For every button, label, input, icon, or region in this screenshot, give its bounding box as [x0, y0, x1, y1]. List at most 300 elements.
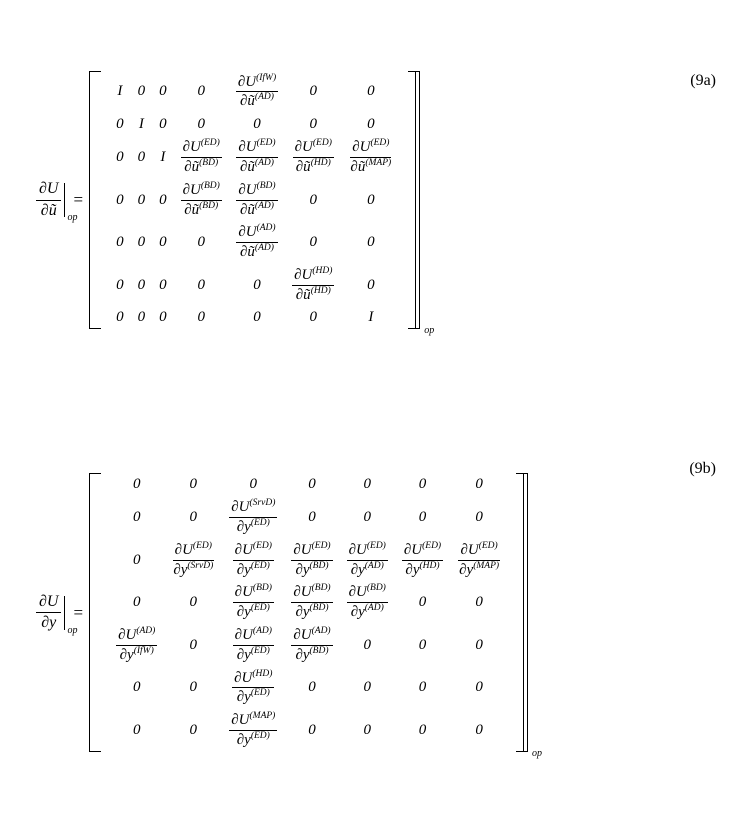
matrix-cell [284, 667, 339, 710]
matrix-cell [284, 581, 339, 624]
matrix-cell [152, 264, 174, 307]
matrix-cell [109, 667, 164, 710]
fraction-denominator: $\partial y^{(AD)}$ [350, 603, 384, 621]
matrix-cell-symbol: 0 [309, 116, 318, 133]
matrix-cell [340, 539, 395, 582]
matrix-bracket-left [89, 71, 101, 330]
numerator-superscript: (BD) [256, 180, 276, 191]
matrix-cell-symbol: 0 [308, 509, 316, 526]
denominator-superscript: (HD) [419, 560, 440, 571]
matrix-cell [131, 136, 153, 179]
matrix-cell [152, 136, 174, 179]
matrix-cell-symbol: 0 [159, 191, 167, 208]
equation-9a [0, 0, 732, 400]
evaluation-bar [64, 183, 78, 223]
matrix-cell [285, 113, 341, 136]
matrix-cell-symbol: 0 [197, 116, 205, 133]
fraction-numerator: $\partial U^{(ED)}$ [181, 139, 222, 158]
matrix-cell-symbol: I [117, 83, 123, 100]
matrix-cell-symbol: 0 [253, 309, 261, 326]
equation-number: (9b) [689, 460, 716, 477]
matrix-row [109, 709, 508, 752]
numerator-superscript: (ED) [312, 138, 332, 149]
fraction-denominator: $\partial y^{(BD)}$ [295, 645, 329, 663]
matrix-cell [450, 539, 508, 582]
fraction-numerator: $\partial U^{(SrvD)}$ [229, 499, 277, 518]
matrix-row [109, 667, 508, 710]
matrix-cell [222, 709, 284, 752]
denominator-superscript: (HD) [310, 285, 331, 296]
denominator-superscript: (AD) [254, 92, 274, 103]
matrix-cell-symbol: 0 [116, 309, 124, 326]
numerator-superscript: (AD) [252, 626, 272, 636]
numerator-superscript: (MAP) [249, 711, 276, 722]
lhs-numerator: ∂U [36, 180, 61, 200]
matrix-row [109, 136, 400, 179]
matrix-cell-symbol: 0 [363, 636, 371, 653]
matrix-cell-symbol: 0 [159, 309, 167, 326]
matrix-cell [229, 221, 285, 264]
matrix-row [109, 473, 508, 496]
numerator-superscript: (HD) [252, 668, 273, 679]
matrix [89, 71, 435, 337]
matrix-cell-symbol: 0 [137, 148, 146, 165]
matrix-cell [174, 179, 229, 222]
matrix-cell-fraction [347, 584, 388, 621]
numerator-superscript: (BD) [252, 583, 272, 594]
matrix-cell-symbol: 0 [367, 116, 375, 133]
denominator-superscript: (AD) [254, 200, 274, 211]
matrix-cell [340, 709, 395, 752]
fraction-denominator: $\partial ũ^{(AD)}$ [240, 92, 274, 110]
matrix-cell-symbol: 0 [475, 476, 483, 493]
matrix-cell-symbol: 0 [309, 83, 318, 100]
numerator-superscript: (AD) [256, 223, 276, 234]
matrix-subscript: op [424, 325, 435, 337]
matrix-cell [164, 581, 222, 624]
lhs-denominator: ∂y [41, 614, 57, 631]
matrix-cell-symbol: 0 [363, 721, 371, 738]
matrix-cell [450, 667, 508, 710]
matrix-cell-symbol: 0 [475, 679, 483, 696]
equation-number: (9a) [690, 72, 716, 89]
matrix-cell [174, 136, 229, 179]
matrix-cell [285, 221, 341, 264]
matrix-cell [174, 113, 229, 136]
matrix-row [109, 539, 508, 582]
denominator-superscript: (BD) [199, 157, 219, 168]
matrix-cell [222, 496, 284, 539]
matrix-cell [341, 113, 400, 136]
evaluation-subscript: op [67, 624, 78, 636]
fraction-numerator: $\partial U^{(BD)}$ [347, 584, 388, 603]
matrix-cell [152, 179, 174, 222]
matrix-cell-symbol: 0 [418, 476, 427, 493]
matrix-cell [284, 473, 339, 496]
fraction-denominator: $\partial y^{(MAP)}$ [459, 560, 500, 578]
matrix-cell [222, 539, 284, 582]
fraction-numerator: $\partial U^{(ED)}$ [350, 139, 391, 158]
matrix-cell-symbol: 0 [132, 509, 141, 526]
matrix-cell [109, 709, 164, 752]
fraction-denominator: $\partial y^{(ED)}$ [236, 730, 270, 748]
matrix-cell-symbol: 0 [367, 276, 375, 293]
fraction-numerator: $\partial U^{(MAP)}$ [229, 712, 277, 731]
matrix-cell-fraction [229, 712, 277, 749]
fraction-numerator: $\partial U^{(IfW)}$ [236, 74, 278, 93]
fraction-denominator: $\partial y^{(AD)}$ [350, 560, 384, 578]
lhs-denominator: ∂ũ [40, 201, 57, 219]
matrix-cell [341, 136, 400, 179]
matrix-table [109, 71, 400, 330]
matrix-bracket-left [89, 473, 101, 752]
matrix-cell-symbol: 0 [197, 309, 205, 326]
matrix-cell [174, 306, 229, 329]
fraction-denominator: $\partial y^{(ED)}$ [236, 645, 270, 663]
matrix-cell-symbol: 0 [132, 551, 141, 568]
matrix-cell [229, 136, 285, 179]
matrix-cell-fraction [347, 542, 388, 579]
denominator-superscript: (ED) [250, 518, 270, 529]
fraction-numerator: $\partial U^{(HD)}$ [232, 670, 274, 689]
matrix-cell-symbol: 0 [475, 721, 483, 738]
matrix-row [109, 264, 400, 307]
numerator-superscript: (AD) [136, 626, 156, 636]
denominator-superscript: (ED) [250, 560, 270, 571]
matrix-row [109, 221, 400, 264]
fraction-numerator: $\partial U^{(HD)}$ [292, 267, 334, 286]
matrix-cell [109, 306, 131, 329]
matrix-cell-fraction [233, 584, 274, 621]
matrix-cell-symbol: 0 [116, 234, 124, 251]
matrix-cell [340, 581, 395, 624]
matrix-cell [340, 496, 395, 539]
lhs-fraction [36, 180, 61, 220]
fraction-denominator: $\partial y^{(BD)}$ [295, 560, 329, 578]
fraction-denominator: $\partial ũ^{(MAP)}$ [350, 157, 392, 175]
fraction-numerator: $\partial U^{(BD)}$ [181, 182, 222, 201]
fraction-denominator: $\partial y^{(ED)}$ [236, 688, 270, 706]
matrix-cell [152, 113, 174, 136]
matrix-cell [222, 624, 284, 667]
matrix-cell [229, 71, 285, 114]
fraction-numerator: $\partial U^{(ED)}$ [458, 542, 499, 561]
matrix-cell [131, 113, 153, 136]
matrix-cell [340, 624, 395, 667]
fraction-denominator: $\partial y^{(ED)}$ [236, 560, 270, 578]
matrix-cell-symbol: 0 [189, 476, 198, 493]
numerator-superscript: (ED) [478, 540, 498, 551]
matrix-cell-symbol: 0 [309, 234, 318, 251]
numerator-superscript: (ED) [311, 540, 331, 551]
matrix [89, 473, 543, 759]
matrix-cell [164, 539, 222, 582]
matrix-cell-fraction [457, 542, 501, 579]
matrix-cell-symbol: 0 [475, 594, 483, 611]
fraction-numerator: $\partial U^{(ED)}$ [402, 542, 443, 561]
denominator-superscript: (MAP) [473, 560, 500, 571]
fraction-numerator: $\partial U^{(ED)}$ [293, 139, 334, 158]
matrix-cell [222, 581, 284, 624]
numerator-superscript: (ED) [422, 540, 442, 551]
matrix-cell-symbol: 0 [189, 509, 198, 526]
matrix-cell-symbol: 0 [309, 309, 318, 326]
numerator-superscript: (BD) [311, 583, 331, 594]
matrix-cell-symbol: 0 [367, 191, 375, 208]
matrix-cell-fraction [233, 542, 274, 579]
matrix-cell [285, 71, 341, 114]
matrix-cell-symbol: 0 [189, 594, 198, 611]
matrix-cell-symbol: 0 [137, 234, 146, 251]
matrix-cell-symbol: I [160, 148, 166, 165]
matrix-cell-symbol: 0 [137, 83, 146, 100]
matrix-row [109, 581, 508, 624]
matrix-cell [395, 709, 450, 752]
fraction-denominator: $\partial y^{(ED)}$ [236, 603, 270, 621]
numerator-superscript: (ED) [200, 138, 220, 149]
matrix-cell-symbol: 0 [308, 721, 316, 738]
matrix-cell-symbol: 0 [137, 191, 146, 208]
matrix-cell [284, 496, 339, 539]
numerator-superscript: (ED) [192, 540, 212, 551]
matrix-cell-fraction [181, 182, 222, 219]
matrix-cell [109, 473, 164, 496]
numerator-superscript: (HD) [312, 265, 333, 276]
matrix-cell [341, 71, 400, 114]
matrix-cell-symbol: 0 [253, 276, 261, 293]
matrix-cell-symbol: 0 [189, 721, 198, 738]
matrix-cell [109, 136, 131, 179]
matrix-cell-symbol: 0 [132, 594, 141, 611]
matrix-cell-symbol: 0 [132, 721, 141, 738]
matrix-bracket-right [408, 71, 420, 330]
denominator-superscript: (SrvD) [187, 560, 214, 571]
matrix-cell-fraction [348, 139, 393, 176]
matrix-cell-symbol: 0 [475, 509, 483, 526]
matrix-cell-symbol: 0 [249, 476, 258, 493]
equals-sign: = [73, 602, 84, 622]
matrix-cell-symbol: 0 [132, 679, 141, 696]
evaluation-bar [64, 596, 78, 636]
matrix-row [109, 306, 400, 329]
matrix-cell-symbol: 0 [159, 234, 167, 251]
matrix-cell-symbol: 0 [418, 679, 427, 696]
fraction-denominator: $\partial ũ^{(AD)}$ [239, 243, 274, 261]
matrix-cell [284, 709, 339, 752]
matrix-cell-symbol: 0 [132, 476, 141, 493]
matrix-row [109, 624, 508, 667]
matrix-cell [164, 496, 222, 539]
fraction-denominator: $\partial ũ^{(HD)}$ [295, 285, 331, 303]
matrix-cell-symbol: 0 [197, 234, 205, 251]
matrix-cell-symbol: 0 [308, 679, 316, 696]
matrix-cell [109, 221, 131, 264]
matrix-cell-fraction [181, 139, 222, 176]
matrix-cell [229, 264, 285, 307]
matrix-cell [109, 581, 164, 624]
matrix-cell-symbol: 0 [418, 636, 427, 653]
matrix-cell [395, 539, 450, 582]
matrix-cell-symbol: 0 [253, 116, 261, 133]
matrix-cell [109, 264, 131, 307]
matrix-cell-symbol: 0 [189, 679, 198, 696]
matrix-cell [285, 136, 341, 179]
matrix-cell [164, 624, 222, 667]
matrix-cell-fraction [236, 182, 277, 219]
matrix-cell-symbol: 0 [116, 148, 124, 165]
fraction-numerator: $\partial U^{(ED)}$ [236, 139, 277, 158]
fraction-denominator: $\partial y^{(SrvD)}$ [173, 560, 214, 578]
matrix-cell [109, 113, 131, 136]
numerator-superscript: (ED) [252, 540, 272, 551]
matrix-cell-symbol: 0 [363, 509, 371, 526]
fraction-numerator: $\partial U^{(BD)}$ [291, 584, 332, 603]
denominator-superscript: (BD) [309, 603, 329, 614]
matrix-cell [284, 539, 339, 582]
matrix-cell [450, 624, 508, 667]
matrix-cell [285, 264, 341, 307]
matrix-cell [131, 306, 153, 329]
matrix-cell-symbol: 0 [116, 116, 124, 133]
denominator-superscript: (BD) [199, 200, 219, 211]
matrix-cell [131, 264, 153, 307]
matrix-cell [341, 306, 400, 329]
denominator-superscript: (MAP) [365, 157, 392, 168]
matrix-cell [131, 179, 153, 222]
matrix-cell [450, 709, 508, 752]
matrix-row [109, 496, 508, 539]
fraction-denominator: $\partial ũ^{(AD)}$ [239, 200, 274, 218]
matrix-cell-fraction [291, 627, 332, 664]
fraction-numerator: $\partial U^{(ED)}$ [173, 542, 214, 561]
matrix-cell-symbol: 0 [197, 83, 205, 100]
denominator-superscript: (HD) [310, 157, 331, 168]
matrix-cell-symbol: 0 [418, 721, 427, 738]
matrix-cell [229, 113, 285, 136]
matrix-cell-fraction [116, 627, 157, 664]
lhs-numerator: ∂U [36, 593, 61, 613]
matrix-cell [285, 306, 341, 329]
denominator-superscript: (AD) [254, 243, 274, 254]
matrix-cell [109, 496, 164, 539]
denominator-superscript: (AD) [364, 603, 384, 614]
matrix-cell [284, 624, 339, 667]
fraction-denominator: $\partial ũ^{(BD)}$ [184, 157, 219, 175]
matrix-cell [164, 709, 222, 752]
numerator-superscript: (ED) [366, 540, 386, 551]
matrix-cell-symbol: 0 [159, 83, 167, 100]
matrix-cell-fraction [293, 139, 334, 176]
matrix-cell-symbol: 0 [363, 679, 371, 696]
numerator-superscript: (IfW) [256, 72, 277, 83]
matrix-cell-symbol: I [138, 116, 144, 133]
denominator-superscript: (BD) [309, 560, 329, 571]
matrix-cell [164, 667, 222, 710]
matrix-cell [450, 473, 508, 496]
matrix-cell-fraction [402, 542, 443, 579]
denominator-superscript: (BD) [309, 645, 329, 656]
matrix-table [109, 473, 508, 752]
matrix-cell [229, 306, 285, 329]
matrix-cell [450, 581, 508, 624]
matrix-cell [395, 473, 450, 496]
matrix-cell [131, 71, 153, 114]
matrix-cell [340, 667, 395, 710]
matrix-cell [340, 473, 395, 496]
matrix-cell-fraction [229, 499, 277, 536]
matrix-cell [109, 71, 131, 114]
denominator-superscript: (IfW) [133, 645, 154, 656]
matrix-cell [395, 624, 450, 667]
matrix-row [109, 71, 400, 114]
denominator-superscript: (ED) [250, 730, 270, 741]
matrix-cell [174, 71, 229, 114]
matrix-cell-symbol: 0 [367, 234, 375, 251]
matrix-cell [152, 71, 174, 114]
matrix-cell-symbol: 0 [159, 116, 167, 133]
fraction-denominator: $\partial ũ^{(AD)}$ [239, 157, 274, 175]
matrix-cell-fraction [233, 627, 274, 664]
matrix-cell [222, 473, 284, 496]
fraction-denominator: $\partial y^{(ED)}$ [236, 518, 270, 536]
denominator-superscript: (AD) [364, 560, 384, 571]
matrix-cell-symbol: 0 [189, 636, 198, 653]
fraction-numerator: $\partial U^{(AD)}$ [116, 627, 157, 646]
matrix-cell-symbol: 0 [475, 636, 483, 653]
numerator-superscript: (AD) [311, 626, 331, 636]
matrix-cell [152, 306, 174, 329]
fraction-numerator: $\partial U^{(AD)}$ [236, 224, 277, 243]
fraction-denominator: $\partial y^{(IfW)}$ [119, 645, 154, 663]
fraction-denominator: $\partial ũ^{(HD)}$ [295, 157, 331, 175]
matrix-cell [341, 221, 400, 264]
fraction-numerator: $\partial U^{(ED)}$ [233, 542, 274, 561]
denominator-superscript: (ED) [250, 603, 270, 614]
evaluation-subscript: op [67, 212, 78, 223]
fraction-numerator: $\partial U^{(ED)}$ [291, 542, 332, 561]
lhs-fraction [36, 593, 61, 633]
matrix-cell [174, 264, 229, 307]
matrix-cell [285, 179, 341, 222]
matrix-cell-symbol: 0 [137, 309, 146, 326]
matrix-cell [229, 179, 285, 222]
fraction-numerator: $\partial U^{(AD)}$ [233, 627, 274, 646]
matrix-bracket-right [516, 473, 528, 752]
matrix-row [109, 113, 400, 136]
fraction-numerator: $\partial U^{(BD)}$ [236, 182, 277, 201]
matrix-cell-symbol: 0 [418, 509, 427, 526]
matrix-cell-symbol: I [368, 309, 374, 326]
matrix-cell-fraction [171, 542, 215, 579]
matrix-cell-symbol: 0 [137, 276, 146, 293]
matrix-cell [152, 221, 174, 264]
matrix-cell [131, 221, 153, 264]
numerator-superscript: (SrvD) [249, 498, 276, 509]
numerator-superscript: (BD) [200, 180, 220, 191]
matrix-cell [164, 473, 222, 496]
matrix-cell-fraction [292, 267, 334, 304]
matrix-cell [109, 539, 164, 582]
matrix-cell-symbol: 0 [159, 276, 167, 293]
matrix-subscript: op [532, 747, 543, 759]
matrix-cell [109, 624, 164, 667]
matrix-cell-fraction [236, 74, 278, 111]
matrix-cell [341, 179, 400, 222]
matrix-cell [174, 221, 229, 264]
matrix-cell-fraction [232, 670, 274, 707]
equation-left-side [0, 180, 89, 223]
fraction-denominator: $\partial ũ^{(BD)}$ [184, 200, 219, 218]
